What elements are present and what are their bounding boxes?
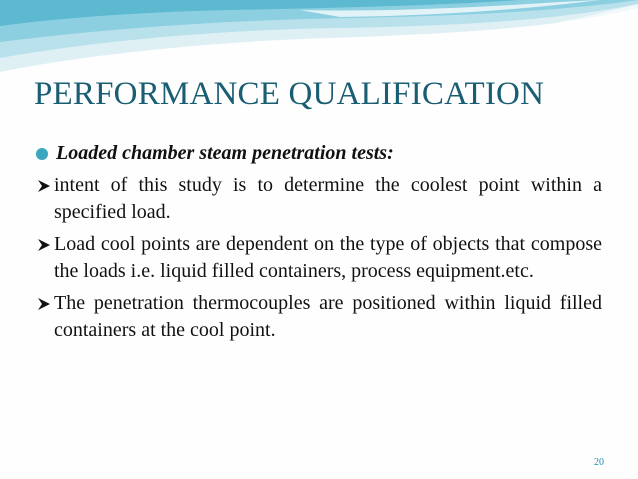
- bullet-text-3: The penetration thermocouples are positioned within liquid filled containers at the cool point.: [54, 291, 602, 341]
- bullet-item-3: [36, 290, 602, 345]
- bullet-text-1: intent of this study is to determine the coolest point within a specified load.: [54, 173, 602, 223]
- page-number: 20: [594, 457, 604, 468]
- arrowhead-bullet-icon: [37, 179, 51, 193]
- bullet-item-2: [36, 231, 602, 286]
- header-wave-decoration: [0, 0, 638, 80]
- slide-title: PERFORMANCE QUALIFICATION: [34, 76, 545, 112]
- bullet-text-2: Load cool points are dependent on the type of objects that compose the loads i.e. liquid filled containers, process equipment.etc.: [54, 232, 602, 282]
- filled-circle-bullet-icon: [36, 148, 48, 160]
- heading-text: Loaded chamber steam penetration tests:: [56, 142, 394, 164]
- bullet-item-1: [36, 172, 602, 227]
- arrowhead-bullet-icon: [37, 238, 51, 252]
- heading-bullet-item: [36, 140, 602, 168]
- arrowhead-bullet-icon: [37, 297, 51, 311]
- slide-body: [36, 140, 602, 345]
